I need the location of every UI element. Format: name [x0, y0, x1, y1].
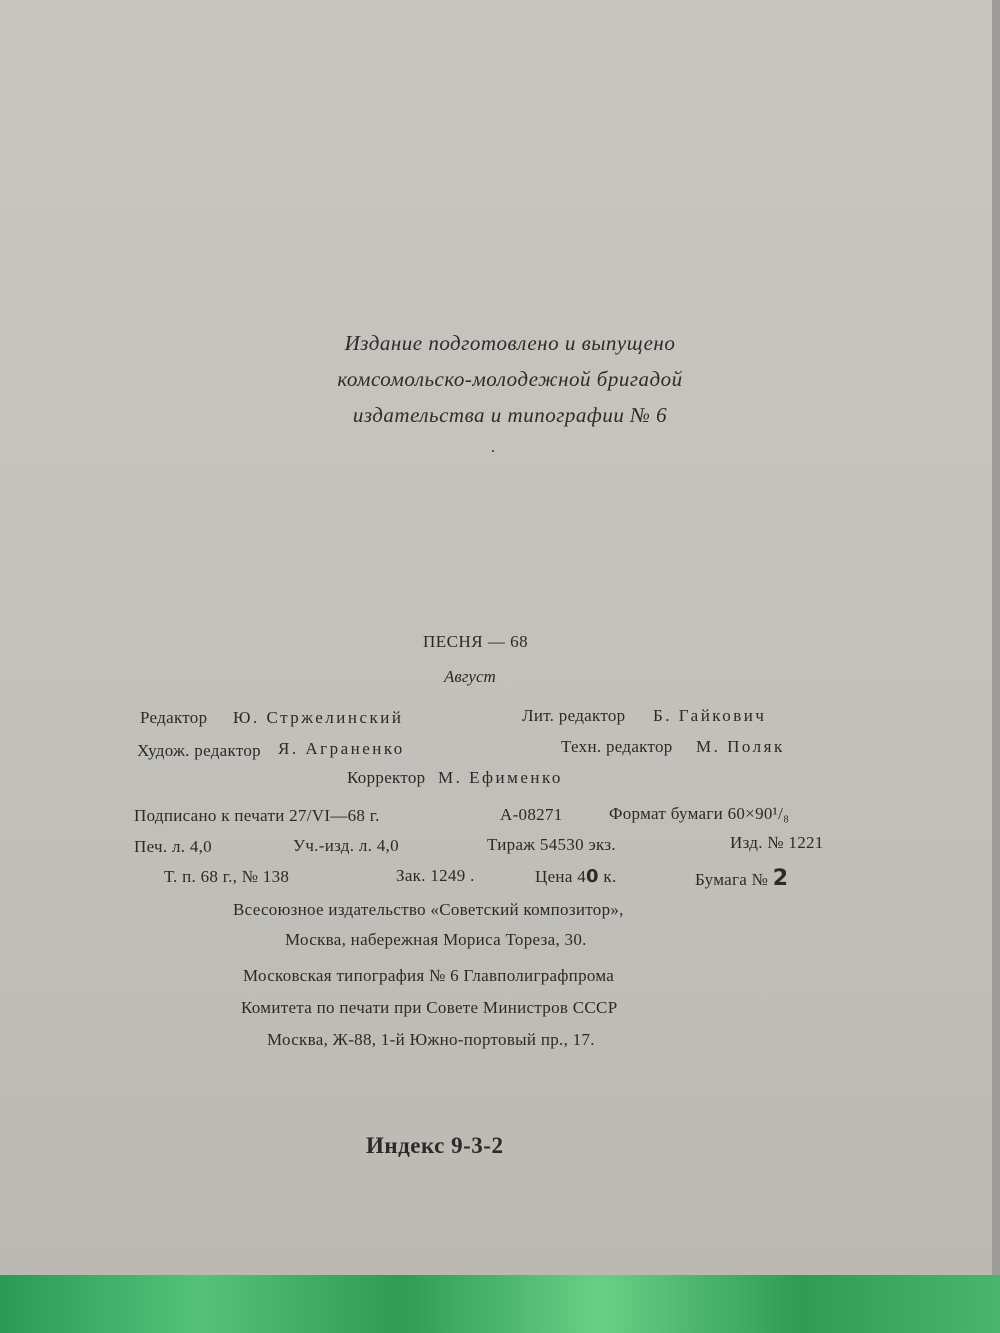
ink-dot — [492, 450, 494, 452]
proofreader-label: Корректор — [347, 768, 426, 787]
preface-line-2: комсомольско-молодежной бригадой — [337, 367, 683, 391]
editor-name: Ю. Стржелинский — [233, 708, 404, 727]
page-edge-shadow — [992, 0, 1000, 1275]
editor-label: Редактор — [140, 708, 208, 727]
print-code: А-08271 — [500, 805, 563, 824]
lit-editor-name: Б. Гайкович — [653, 706, 767, 725]
paper-label: Бумага № — [695, 870, 769, 889]
price — [535, 866, 617, 887]
printer-line-1: Московская типография № 6 Главполиграфпрома — [243, 966, 615, 985]
price-label: Цена 4 — [535, 867, 587, 886]
edition-number: Изд. № 1221 — [730, 833, 824, 852]
tp-number: Т. п. 68 г., № 138 — [164, 867, 290, 886]
publisher-line-2: Москва, набережная Мориса Тореза, 30. — [285, 930, 587, 949]
lit-editor-label: Лит. редактор — [522, 706, 626, 725]
book-subtitle: Август — [444, 667, 496, 686]
index-code: Индекс 9-3-2 — [366, 1133, 504, 1158]
paper-handwritten-number: 2 — [772, 866, 789, 891]
print-sheets: Печ. л. 4,0 — [134, 837, 212, 856]
publisher-line-1: Всесоюзное издательство «Советский композитор», — [233, 900, 624, 919]
paper-type — [695, 866, 788, 891]
order-number: Зак. 1249 . — [396, 866, 475, 885]
price-handwritten-digit: 0 — [586, 866, 599, 887]
tech-editor-label: Техн. редактор — [561, 737, 673, 756]
preface-line-1: Издание подготовлено и выпущено — [344, 331, 676, 355]
printer-line-3: Москва, Ж-88, 1-й Южно-портовый пр., 17. — [267, 1030, 595, 1049]
circulation: Тираж 54530 экз. — [487, 835, 616, 854]
paper-format: Формат бумаги 60×90¹/₈ — [609, 804, 790, 823]
printer-line-2: Комитета по печати при Совете Министров СССР — [241, 998, 618, 1017]
price-unit: к. — [603, 867, 617, 886]
signed-to-print: Подписано к печати 27/VI—68 г. — [134, 806, 380, 825]
book-title: ПЕСНЯ — 68 — [423, 632, 529, 651]
tech-editor-name: М. Поляк — [696, 737, 785, 756]
edu-sheets: Уч.-изд. л. 4,0 — [293, 836, 399, 855]
art-editor-name: Я. Аграненко — [278, 739, 405, 758]
preface-block — [250, 325, 770, 433]
art-editor-label: Худож. редактор — [137, 741, 261, 760]
preface-line-3: издательства и типографии № 6 — [352, 403, 668, 427]
proofreader-name: М. Ефименко — [438, 768, 563, 787]
